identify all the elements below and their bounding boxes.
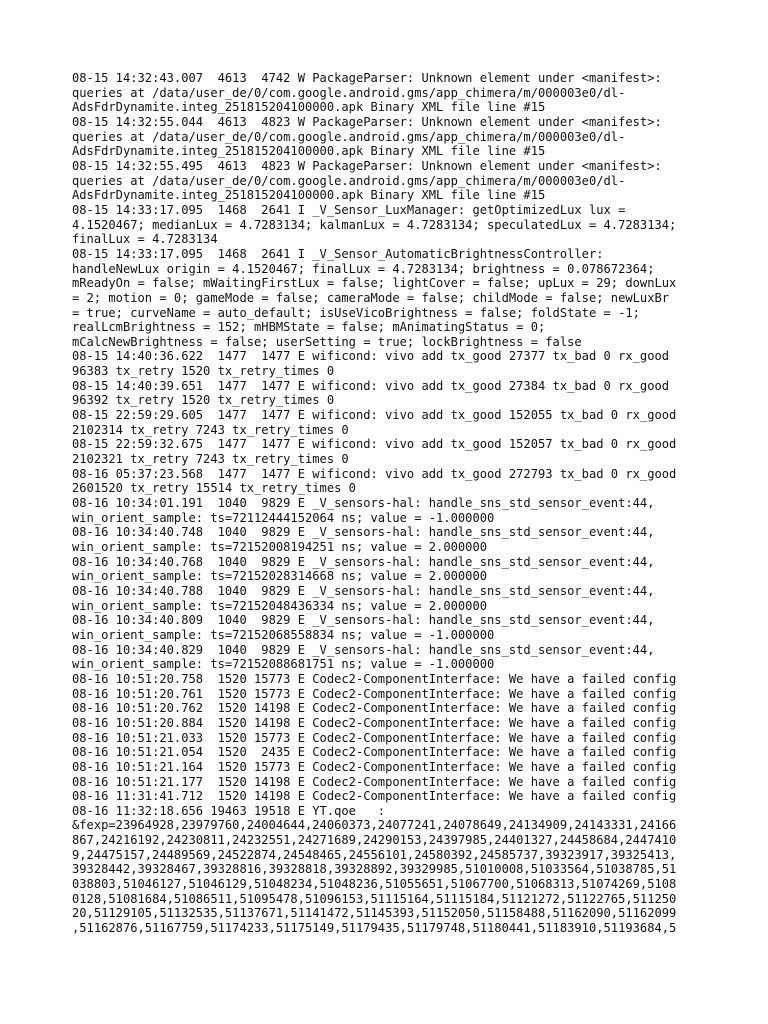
log-line: 39328442,39328467,39328816,39328818,39328892,39329985,51010008,51033564,51038785,51 — [72, 862, 677, 877]
log-line: queries at /data/user_de/0/com.google.android.gms/app_chimera/m/000003e0/dl- — [72, 85, 626, 100]
log-line: 08-16 05:37:23.568 1477 1477 E wificond: vivo add tx_good 272793 tx_bad 0 rx_good — [72, 466, 677, 481]
log-line: AdsFdrDynamite.integ_251815204100000.apk Binary XML file line #15 — [72, 144, 546, 159]
log-line: 867,24216192,24230811,24232551,24271689,24290153,24397985,24401327,24458684,2447410 — [72, 833, 677, 848]
log-line: 08-16 10:34:01.191 1040 9829 E _V_sensors-hal: handle_sns_std_sensor_event:44, — [72, 496, 655, 511]
log-line: 08-16 10:34:40.809 1040 9829 E _V_sensors-hal: handle_sns_std_sensor_event:44, — [72, 613, 655, 628]
log-line: 08-16 10:51:20.761 1520 15773 E Codec2-ComponentInterface: We have a failed config — [72, 686, 677, 701]
log-line: handleNewLux origin = 4.1520467; finalLux = 4.7283134; brightness = 0.078672364; — [72, 261, 655, 276]
log-line: AdsFdrDynamite.integ_251815204100000.apk Binary XML file line #15 — [72, 188, 546, 203]
log-line: 08-15 14:40:39.651 1477 1477 E wificond: vivo add tx_good 27384 tx_bad 0 rx_good — [72, 378, 670, 393]
log-line: queries at /data/user_de/0/com.google.android.gms/app_chimera/m/000003e0/dl- — [72, 173, 626, 188]
log-line: 08-15 14:40:36.622 1477 1477 E wificond: vivo add tx_good 27377 tx_bad 0 rx_good — [72, 349, 670, 364]
log-line: 9,24475157,24489569,24522874,24548465,24556101,24580392,24585737,39323917,39325413, — [72, 847, 677, 862]
log-line: 2102321 tx_retry 7243 tx_retry_times 0 — [72, 452, 349, 467]
log-line: 08-15 22:59:32.675 1477 1477 E wificond: vivo add tx_good 152057 tx_bad 0 rx_good — [72, 437, 677, 452]
log-line: 20,51129105,51132535,51137671,51141472,51145393,51152050,51158488,51162090,51162099 — [72, 906, 677, 921]
log-line: 08-15 22:59:29.605 1477 1477 E wificond: vivo add tx_good 152055 tx_bad 0 rx_good — [72, 408, 677, 423]
log-line: 08-16 10:34:40.768 1040 9829 E _V_sensors-hal: handle_sns_std_sensor_event:44, — [72, 554, 655, 569]
log-line: 08-15 14:32:55.044 4613 4823 W PackageParser: Unknown element under <manifest>: — [72, 114, 662, 129]
log-line: 08-16 10:51:21.177 1520 14198 E Codec2-ComponentInterface: We have a failed config — [72, 774, 677, 789]
log-line: win_orient_sample: ts=72152028314668 ns; value = 2.000000 — [72, 569, 488, 584]
log-line: 08-16 10:51:21.164 1520 15773 E Codec2-ComponentInterface: We have a failed config — [72, 759, 677, 774]
log-line: queries at /data/user_de/0/com.google.android.gms/app_chimera/m/000003e0/dl- — [72, 129, 626, 144]
log-line: 08-16 10:34:40.748 1040 9829 E _V_sensors-hal: handle_sns_std_sensor_event:44, — [72, 525, 655, 540]
log-line: 08-15 14:33:17.095 1468 2641 I _V_Sensor_LuxManager: getOptimizedLux lux = — [72, 202, 626, 217]
log-line: 96383 tx_retry 1520 tx_retry_times 0 — [72, 364, 335, 379]
log-line: 08-16 11:31:41.712 1520 14198 E Codec2-ComponentInterface: We have a failed config — [72, 789, 677, 804]
log-line: 08-16 10:34:40.788 1040 9829 E _V_sensors-hal: handle_sns_std_sensor_event:44, — [72, 583, 655, 598]
log-line: 08-15 14:32:55.495 4613 4823 W PackageParser: Unknown element under <manifest>: — [72, 158, 662, 173]
log-line: mCalcNewBrightness = false; userSetting = true; lockBrightness = false — [72, 334, 582, 349]
log-line: win_orient_sample: ts=72152008194251 ns; value = 2.000000 — [72, 540, 488, 554]
log-line: 2601520 tx_retry 15514 tx_retry_times 0 — [72, 481, 356, 496]
log-line: realLcmBrightness = 152; mHBMState = false; mAnimatingStatus = 0; — [72, 320, 546, 335]
log-line: ,51162876,51167759,51174233,51175149,51179435,51179748,51180441,51183910,51193684,5 — [72, 921, 677, 936]
log-line: 96392 tx_retry 1520 tx_retry_times 0 — [72, 393, 335, 408]
log-line: 08-15 14:33:17.095 1468 2641 I _V_Sensor_AutomaticBrightnessController: — [72, 246, 604, 261]
log-line: 08-16 10:51:21.054 1520 2435 E Codec2-ComponentInterface: We have a failed config — [72, 745, 677, 760]
log-line: finalLux = 4.7283134 — [72, 232, 218, 247]
log-line: 2102314 tx_retry 7243 tx_retry_times 0 — [72, 422, 349, 437]
log-line: 08-16 10:51:20.884 1520 14198 E Codec2-ComponentInterface: We have a failed config — [72, 715, 677, 730]
log-line: 08-16 10:51:20.762 1520 14198 E Codec2-ComponentInterface: We have a failed config — [72, 701, 677, 716]
log-line: AdsFdrDynamite.integ_251815204100000.apk Binary XML file line #15 — [72, 100, 546, 115]
log-line: win_orient_sample: ts=72152048436334 ns; value = 2.000000 — [72, 598, 488, 613]
log-line: 038803,51046127,51046129,51048234,51048236,51055651,51067700,51068313,51074269,5108 — [72, 877, 677, 892]
log-line: = true; curveName = auto_default; isUseVicoBrightness = false; foldState = -1; — [72, 305, 640, 320]
log-line: win_orient_sample: ts=72152088681751 ns; value = -1.000000 — [72, 657, 495, 672]
log-document — [72, 71, 698, 936]
log-line: = 2; motion = 0; gameMode = false; cameraMode = false; childMode = false; newLuxBr — [72, 290, 670, 305]
log-line: 08-16 10:51:21.033 1520 15773 E Codec2-ComponentInterface: We have a failed config — [72, 730, 677, 745]
log-line: 08-16 11:32:18.656 19463 19518 E YT.qoe : — [72, 803, 386, 818]
log-line: 4.1520467; medianLux = 4.7283134; kalmanLux = 4.7283134; speculatedLux = 4.7283134; — [72, 217, 677, 232]
log-line: win_orient_sample: ts=72152068558834 ns; value = -1.000000 — [72, 627, 495, 642]
log-line: 08-15 14:32:43.007 4613 4742 W PackageParser: Unknown element under <manifest>: — [72, 71, 662, 85]
log-line: 0128,51081684,51086511,51095478,51096153,51115164,51115184,51121272,51122765,511250 — [72, 891, 677, 906]
log-line: win_orient_sample: ts=72112444152064 ns; value = -1.000000 — [72, 510, 495, 525]
log-line: &fexp=23964928,23979760,24004644,24060373,24077241,24078649,24134909,24143331,24166 — [72, 818, 677, 833]
log-line: 08-16 10:34:40.829 1040 9829 E _V_sensors-hal: handle_sns_std_sensor_event:44, — [72, 642, 655, 657]
log-line: mReadyOn = false; mWaitingFirstLux = false; lightCover = false; upLux = 29; downLux — [72, 276, 677, 291]
log-line: 08-16 10:51:20.758 1520 15773 E Codec2-ComponentInterface: We have a failed config — [72, 671, 677, 686]
